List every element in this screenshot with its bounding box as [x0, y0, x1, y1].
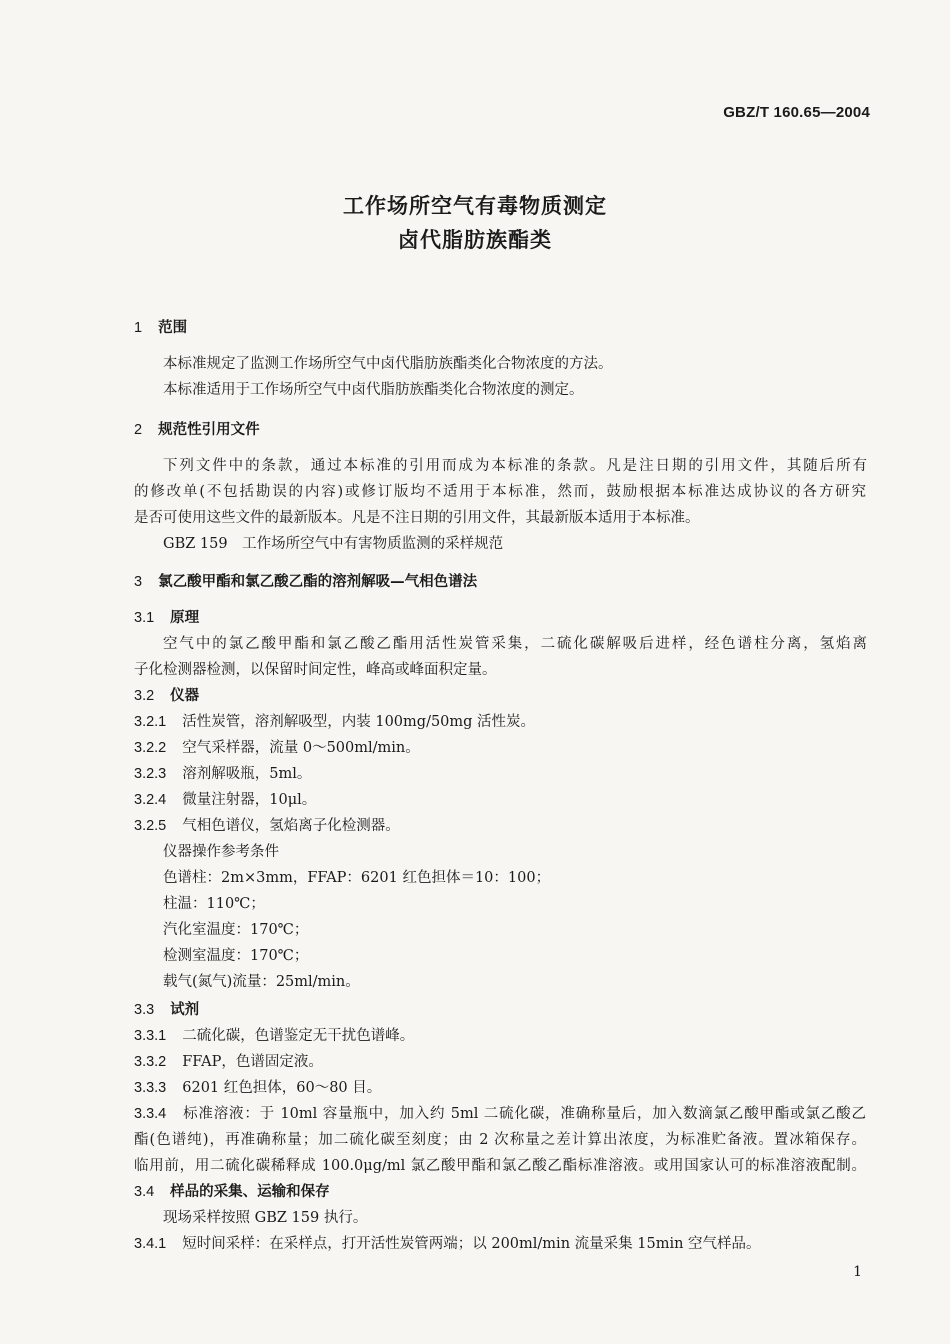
section-title: 样品的采集、运输和保存 — [170, 1184, 330, 1200]
section-number: 3.4 — [134, 1184, 155, 1200]
clause-text: 微量注射器，10μl。 — [182, 792, 317, 808]
clause-number: 3.2.2 — [134, 740, 167, 756]
section-title: 氯乙酸甲酯和氯乙酸乙酯的溶剂解吸—气相色谱法 — [158, 574, 478, 590]
clause-number: 3.2.3 — [134, 766, 167, 782]
clause-text: 空气采样器，流量 0～500ml/min。 — [182, 740, 420, 756]
section-3-heading — [134, 572, 477, 592]
paragraph-line: 酯(色谱纯)，再准确称量；加二硫化碳至刻度；由 2 次称量之差计算出浓度，为标准贮备液。置冰箱保存。 — [134, 1132, 866, 1148]
clause-text: 二硫化碳，色谱鉴定无干扰色谱峰。 — [182, 1028, 415, 1044]
section-number: 3.2 — [134, 688, 155, 704]
condition-line: 汽化室温度：170℃； — [163, 922, 309, 938]
paragraph: 本标准规定了监测工作场所空气中卤代脂肪族酯类化合物浓度的方法。 — [163, 356, 613, 372]
clause-3-4-1 — [134, 1234, 761, 1254]
condition-line: 色谱柱：2m×3mm，FFAP：6201 红色担体＝10：100； — [163, 870, 551, 886]
clause-3-2-4 — [134, 790, 316, 810]
clause-number: 3.2.4 — [134, 792, 167, 808]
clause-text: 6201 红色担体，60～80 目。 — [182, 1080, 382, 1096]
paragraph-line: 空气中的氯乙酸甲酯和氯乙酸乙酯用活性炭管采集，二硫化碳解吸后进样，经色谱柱分离，氢焰离 — [163, 636, 867, 652]
clause-3-2-3 — [134, 764, 311, 784]
clause-3-3-3 — [134, 1078, 381, 1098]
standard-code: GBZ/T 160.65—2004 — [723, 104, 870, 121]
condition-line: 载气(氮气)流量：25ml/min。 — [163, 974, 360, 990]
condition-line: 柱温：110℃； — [163, 896, 265, 912]
clause-number: 3.3.2 — [134, 1054, 167, 1070]
subsection-3-3-heading — [134, 1000, 199, 1020]
paragraph-line: 下列文件中的条款，通过本标准的引用而成为本标准的条款。凡是注日期的引用文件，其随后所有 — [163, 458, 867, 474]
clause-text: 溶剂解吸瓶，5ml。 — [182, 766, 312, 782]
clause-3-3-2 — [134, 1052, 323, 1072]
clause-number: 3.3.3 — [134, 1080, 167, 1096]
paragraph: 现场采样按照 GBZ 159 执行。 — [163, 1210, 368, 1226]
clause-3-2-5 — [134, 816, 400, 836]
section-1-heading — [134, 318, 187, 338]
paragraph-line: 是否可使用这些文件的最新版本。凡是不注日期的引用文件，其最新版本适用于本标准。 — [134, 510, 700, 526]
clause-number: 3.2.5 — [134, 818, 167, 834]
condition-line: 检测室温度：170℃； — [163, 948, 309, 964]
section-title: 仪器 — [170, 688, 200, 704]
section-title: 范围 — [158, 320, 188, 336]
clause-text: 标准溶液：于 10ml 容量瓶中，加入约 5ml 二硫化碳，准确称量后，加入数滴氯乙酸甲酯或氯乙酸乙 — [182, 1106, 866, 1122]
normative-reference: GBZ 159 工作场所空气中有害物质监测的采样规范 — [163, 536, 504, 552]
section-2-heading — [134, 420, 260, 440]
subsection-3-2-heading — [134, 686, 199, 706]
paragraph: 本标准适用于工作场所空气中卤代脂肪族酯类化合物浓度的测定。 — [163, 382, 584, 398]
subsection-3-4-heading — [134, 1182, 330, 1202]
section-number: 3 — [134, 574, 143, 590]
clause-text: 短时间采样：在采样点，打开活性炭管两端；以 200ml/min 流量采集 15min 空气样品。 — [182, 1236, 761, 1252]
clause-3-2-2 — [134, 738, 420, 758]
clause-number: 3.3.4 — [134, 1106, 167, 1122]
section-number: 3.3 — [134, 1002, 155, 1018]
document-title: 工作场所空气有毒物质测定 — [343, 194, 607, 218]
clause-number: 3.3.1 — [134, 1028, 167, 1044]
clause-number: 3.4.1 — [134, 1236, 167, 1252]
section-number: 1 — [134, 320, 143, 336]
document-subtitle: 卤代脂肪族酯类 — [398, 228, 552, 252]
paragraph-line: 临用前，用二硫化碳稀释成 100.0μg/ml 氯乙酸甲酯和氯乙酸乙酯标准溶液。或用国家认可的标准溶液配制。 — [134, 1158, 866, 1174]
clause-3-2-1 — [134, 712, 535, 732]
section-title: 规范性引用文件 — [158, 422, 260, 438]
paragraph-line: 子化检测器检测，以保留时间定性，峰高或峰面积定量。 — [134, 662, 497, 678]
clause-number: 3.2.1 — [134, 714, 167, 730]
section-title: 原理 — [170, 610, 200, 626]
conditions-title: 仪器操作参考条件 — [163, 844, 279, 860]
clause-text: 活性炭管，溶剂解吸型，内装 100mg/50mg 活性炭。 — [182, 714, 536, 730]
paragraph-line: 的修改单(不包括勘误的内容)或修订版均不适用于本标准，然而，鼓励根据本标准达成协议的各方研究 — [134, 484, 866, 500]
clause-text: FFAP，色谱固定液。 — [182, 1054, 323, 1070]
section-title: 试剂 — [170, 1002, 200, 1018]
section-number: 3.1 — [134, 610, 155, 626]
clause-3-3-1 — [134, 1026, 414, 1046]
page-number: 1 — [853, 1264, 862, 1280]
section-number: 2 — [134, 422, 143, 438]
clause-3-3-4 — [134, 1104, 866, 1124]
clause-text: 气相色谱仪，氢焰离子化检测器。 — [182, 818, 400, 834]
subsection-3-1-heading — [134, 608, 199, 628]
